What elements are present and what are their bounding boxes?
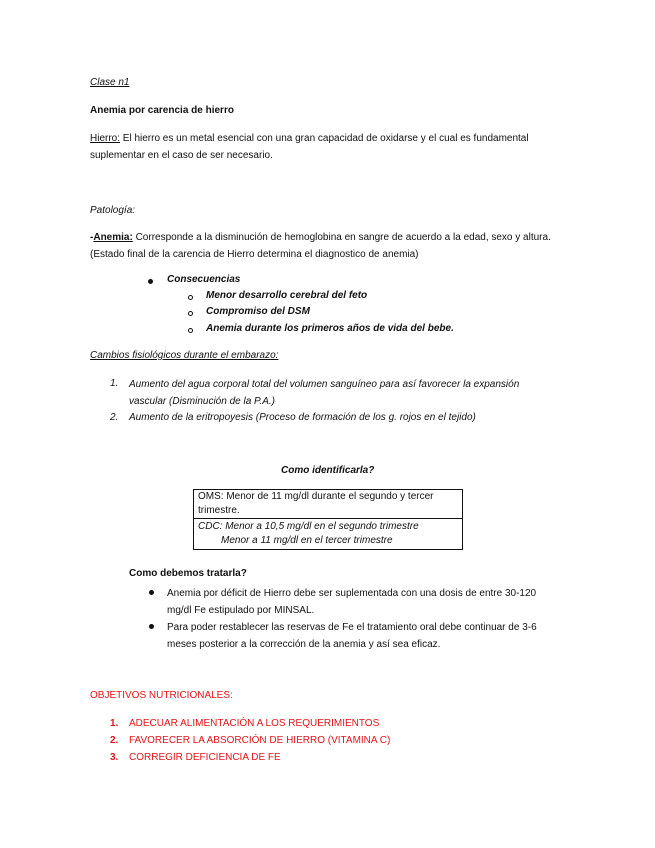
objetivo-item: FAVORECER LA ABSORCIÓN DE HIERRO (VITAMINA C) (129, 735, 391, 746)
patologia-heading: Patología: (90, 205, 136, 216)
topic-heading: Anemia por carencia de hierro (90, 105, 234, 116)
table-divider (194, 518, 462, 519)
hierro-label: Hierro: (90, 133, 121, 144)
anemia-prefix: - (90, 232, 94, 243)
cambios-num: 2. (110, 412, 119, 423)
objetivo-item: CORREGIR DEFICIENCIA DE FE (129, 752, 281, 763)
cdc-criteria-line1: CDC: Menor a 10,5 mg/dl en el segundo trimestre (198, 521, 419, 532)
tratar-heading: Como debemos tratarla? (129, 568, 247, 579)
hierro-text: El hierro es un metal esencial con una gran capacidad de oxidarse y el cual es fundamental suplementar en el caso de ser necesario. (90, 133, 529, 161)
bullet-icon (149, 624, 154, 629)
consecuencia-item: Anemia durante los primeros años de vida del bebe. (206, 323, 454, 334)
bullet-icon (148, 279, 153, 284)
oms-criteria: OMS: Menor de 11 mg/dl durante el segundo y tercer trimestre. (198, 491, 434, 516)
anemia-label: Anemia: (93, 232, 133, 243)
consecuencia-item: Menor desarrollo cerebral del feto (206, 290, 368, 301)
cambios-heading: Cambios fisiológicos durante el embarazo: (90, 350, 279, 361)
objetivo-num: 2. (110, 735, 119, 746)
class-title: Clase n1 (90, 77, 130, 88)
cdc-criteria-line2: Menor a 11 mg/dl en el tercer trimestre (221, 535, 393, 546)
objetivos-heading: OBJETIVOS NUTRICIONALES: (90, 690, 233, 701)
cambios-item: Aumento de la eritropoyesis (Proceso de formación de los g. rojos en el tejido) (129, 412, 476, 423)
criteria-table (193, 489, 463, 550)
consecuencias-heading: Consecuencias (167, 274, 241, 285)
identificar-heading: Como identificarla? (281, 465, 375, 476)
anemia-text: Corresponde a la disminución de hemoglobina en sangre de acuerdo a la edad, sexo y altura. (Estado final de la carencia de Hierro determina el diagnostico de anemia) (90, 232, 551, 260)
anemia-paragraph (90, 229, 560, 263)
cambios-num: 1. (110, 378, 119, 389)
cambios-item: Aumento del agua corporal total del volumen sanguíneo para así favorecer la expansión vascular (Disminución de la P.A.) (129, 379, 520, 407)
tratar-item: Anemia por déficit de Hierro debe ser suplementada con una dosis de entre 30-120 mg/dl Fe estipulado por MINSAL. (167, 588, 537, 616)
bullet-icon (149, 590, 154, 595)
tratar-item: Para poder restablecer las reservas de Fe el tratamiento oral debe continuar de 3-6 meses posterior a la corrección de la anemia y así sea eficaz. (167, 622, 537, 650)
circle-bullet-icon (188, 295, 193, 300)
objetivo-item: ADECUAR ALIMENTACIÓN A LOS REQUERIMIENTOS (129, 718, 380, 729)
objetivo-num: 1. (110, 718, 119, 729)
circle-bullet-icon (188, 311, 193, 316)
hierro-paragraph (90, 130, 560, 164)
consecuencia-item: Compromiso del DSM (206, 306, 310, 317)
circle-bullet-icon (188, 328, 193, 333)
objetivo-num: 3. (110, 752, 119, 763)
